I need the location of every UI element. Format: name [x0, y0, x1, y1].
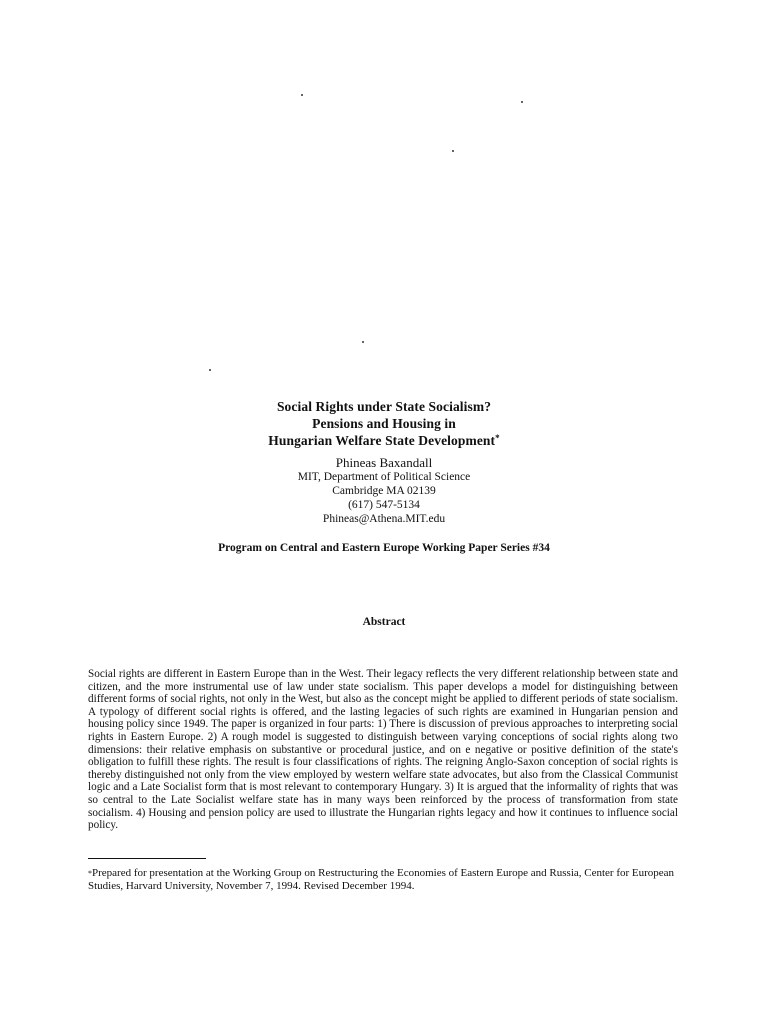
- abstract-text: Social rights are different in Eastern Europe than in the West. Their legacy reflects the very different relationship between state and citizen, and the more instrumental use of law under state socialism. This paper develops a model for distinguishing between different forms of social rights, not only in the West, but also as the concept might be applied to different periods of state socialism. A typology of different social rights is offered, and the lasting legacies of such rights are examined in Hungarian pension and housing policy since 1949. The paper is organized in four parts: 1) There is discussion of previous approaches to interpreting social rights in Eastern Europe. 2) A rough model is suggested to distinguish between varying conceptions of social rights along two dimensions: their relative emphasis on substantive or procedural justice, and on e negative or positive definition of the state's obligation to fulfill these rights. The result is four classifications of rights. The reigning Anglo-Saxon conception of social rights is thereby distinguished not only from the view employed by western welfare state advocates, but also from the Classical Communist logic and a Late Socialist form that is most relevant to contemporary Hungary. 3) It is argued that the informality of rights that was so central to the Late Socialist welfare state has in many ways been reinforced by the process of transformation from state socialism. 4) Housing and pension policy are used to illustrate the Hungarian rights legacy and how it continues to influence social policy.: [88, 668, 678, 832]
- working-paper-series: Program on Central and Eastern Europe Working Paper Series #34: [218, 542, 550, 554]
- title-line-1: Social Rights under State Socialism?: [276, 399, 492, 414]
- footnote-text: Prepared for presentation at the Working Group on Restructuring the Economies of Eastern Europe and Russia, Center for European Studies, Harvard University, November 7, 1994. Revised December 1994.: [88, 867, 675, 892]
- author-city: Cambridge MA 02139: [332, 485, 436, 497]
- scan-speck: [362, 341, 364, 343]
- author-department: MIT, Department of Political Science: [297, 471, 471, 483]
- paper-title: [0, 398, 768, 449]
- title-line-3-text: Hungarian Welfare State Development: [268, 433, 496, 448]
- scan-speck: [209, 369, 211, 371]
- footnote: [88, 867, 678, 893]
- author-affiliation: [0, 470, 768, 526]
- scan-speck: [521, 101, 523, 103]
- scan-speck: [452, 150, 454, 152]
- footnote-divider: [88, 858, 206, 859]
- title-footnote-marker: *: [495, 433, 500, 443]
- author-phone: (617) 547-5134: [348, 499, 420, 511]
- title-line-3: [0, 432, 768, 449]
- abstract-heading: Abstract: [362, 616, 406, 628]
- title-line-2: Pensions and Housing in: [312, 416, 456, 431]
- author-name: Phineas Baxandall: [335, 455, 433, 470]
- scan-speck: [301, 94, 303, 96]
- author-email: Phineas@Athena.MIT.edu: [322, 513, 446, 525]
- footnote-marker: *: [88, 869, 92, 878]
